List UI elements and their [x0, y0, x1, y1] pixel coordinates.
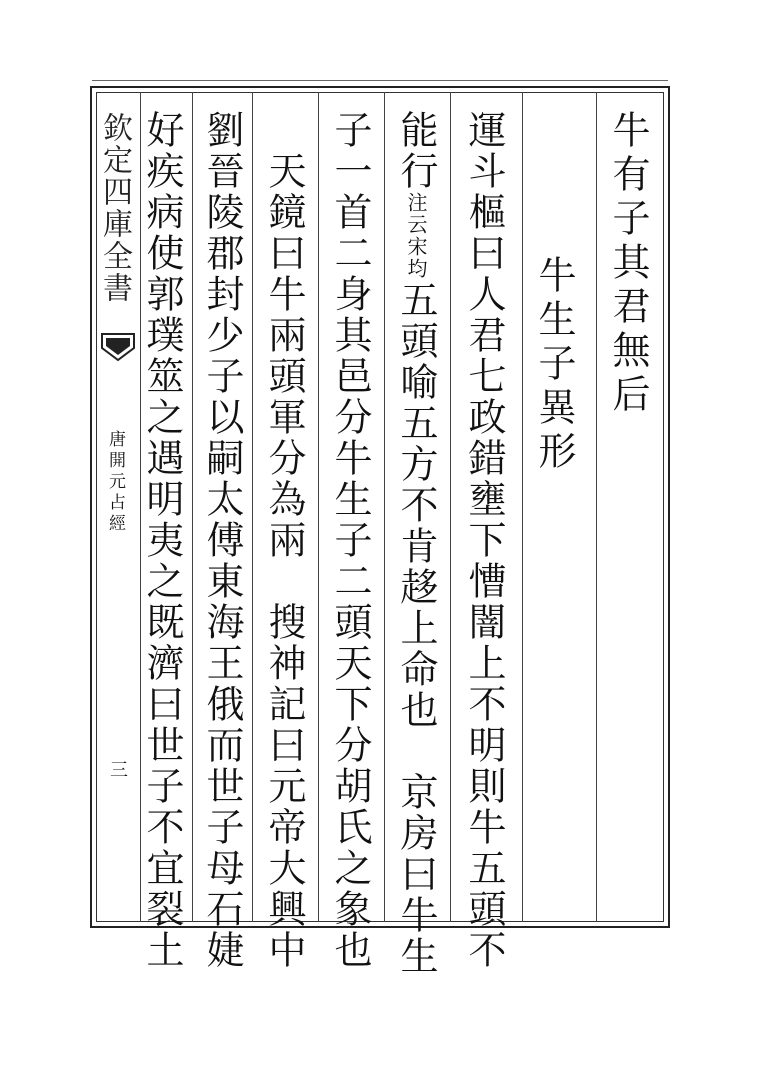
text-column-4-lead: 能行 — [394, 110, 438, 192]
text-column-5: 子一首二身其邑分牛生子二頭天下分胡氏之象也 — [328, 110, 372, 971]
chapter-title: 唐開元占經 — [105, 430, 125, 535]
fishtail-mark-icon — [98, 330, 138, 370]
interlinear-note — [405, 192, 427, 280]
text-column-6: 天鏡曰牛兩頭軍分為兩 搜神記曰元帝大興中 — [262, 110, 306, 971]
page-number: 三 — [107, 760, 128, 778]
text-column-8: 好疾病使郭璞筮之遇明夷之既濟曰世子不宜裂土 — [140, 110, 184, 971]
column-rule — [252, 92, 253, 922]
column-rule — [192, 92, 193, 922]
text-column-4-rest: 五頭喻五方不肯趍上命也 京房曰牛生 — [394, 280, 438, 977]
column-rule — [318, 92, 319, 922]
book-title: 欽定四庫全書 — [97, 112, 132, 304]
column-rule — [596, 92, 597, 922]
text-column-1: 牛有子其君無后 — [606, 110, 650, 418]
column-rule — [522, 92, 523, 922]
column-rule — [384, 92, 385, 922]
text-column-3: 運斗樞曰人君七政錯壅下慒闇上不明則牛五頭不 — [462, 110, 506, 971]
text-column-7: 劉晉陵郡封少子以嗣太傅東海王俄而世子母石婕 — [200, 110, 244, 971]
column-rule — [450, 92, 451, 922]
text-column-2: 牛生子異形 — [532, 255, 576, 475]
note-left: 注云 — [404, 192, 428, 236]
text-column-4 — [394, 110, 438, 977]
note-right: 宋均 — [404, 236, 428, 280]
